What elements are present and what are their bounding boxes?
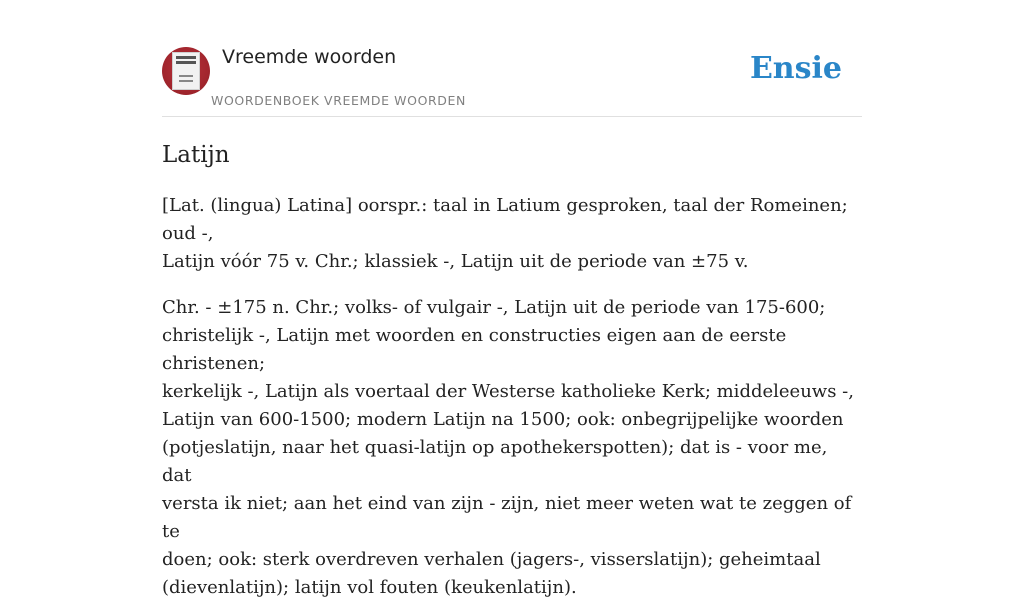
site-title[interactable]: Vreemde woorden xyxy=(222,46,397,68)
entry-paragraph: [Lat. (lingua) Latina] oorspr.: taal in Latium gesproken, taal der Romeinen; oud -, Latijn vóór 75 v. Chr.; klassiek -, Latijn uit de periode van ±75 v. xyxy=(162,195,848,272)
book-icon xyxy=(172,52,200,90)
entry-paragraph: Chr. - ±175 n. Chr.; volks- of vulgair -, Latijn uit de periode van 175-600; christelijk -, Latijn met woorden en constructies eigen aan de eerste christenen; kerkelijk -, Latijn als voertaal der Westerse katholieke Kerk; middeleeuws -, Latijn van 600-1500; modern Latijn na 1500; ook: onbegrijpelijke woorden (potjeslatijn, naar het quasi-latijn op apothekerspotten); dat is - voor me, dat versta ik niet; aan het eind van zijn - zijn, niet meer weten wat te zeggen of te doen; ook: sterk overdreven verhalen (jagers-, visserslatijn); geheimtaal (dievenlatijn); latijn vol fouten (keukenlatijn). xyxy=(162,297,854,598)
site-subtitle: WOORDENBOEK VREEMDE WOORDEN xyxy=(211,93,466,108)
header xyxy=(162,44,862,117)
book-cover-icon[interactable] xyxy=(162,47,210,95)
brand-logo[interactable]: Ensie xyxy=(749,51,842,86)
entry-title: Latijn xyxy=(162,142,230,168)
entry-content xyxy=(162,138,862,602)
